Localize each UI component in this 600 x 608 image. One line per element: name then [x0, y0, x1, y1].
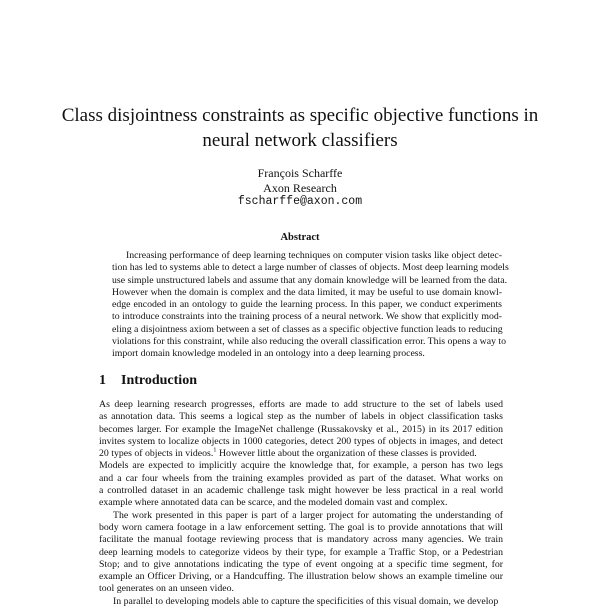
paragraph-line-text: However little about the organization of these classes is provided. — [216, 448, 477, 460]
title-line: Class disjointness constraints as specific objective functions in — [61, 105, 539, 126]
paragraph-line: facilitate the manual footage reviewing process that is mandatory across many agencies. We train — [99, 534, 503, 546]
paragraph-line: deep learning models to categorize videos by their type, for example a Traffic Stop, or a Pedestrian — [99, 546, 503, 558]
paragraph-line: and a car four wheels from the training examples provided as part of the dataset. What works on — [99, 472, 503, 484]
author-email: fscharffe@axon.com — [237, 195, 363, 208]
author-affiliation: Axon Research — [263, 180, 337, 195]
paragraph-line-text: 20 types of objects in videos. — [99, 448, 214, 460]
author-name: François Scharffe — [257, 166, 343, 180]
abstract-line: to introduce constraints into the training process of a neural network. We show that explicitly mod- — [112, 311, 502, 323]
abstract-body — [112, 250, 509, 361]
paragraph-line: invites system to localize objects in 1000 categories, detect 200 types of objects in images, and detect — [99, 435, 503, 447]
abstract-line: However when the domain is complex and the data limited, it may be useful to use domain knowl- — [112, 286, 502, 298]
paper-title — [60, 103, 540, 153]
paragraph-line: body worn camera footage in a law enforcement setting. The goal is to provide annotations that will — [99, 521, 503, 533]
paragraph-line: Stop; and to give annotations indicating the type of event ongoing at a specific time segment, for — [99, 558, 503, 570]
abstract-line: eling a disjointness axiom between a set of classes as a specific objective function leads to reducing — [112, 323, 503, 335]
paragraph-line: In parallel to developing models able to capture the specificities of this visual domain, we develop — [113, 595, 499, 607]
paragraph-line: example where annotated data can be scarce, and the modeled domain vast and complex. — [99, 497, 448, 509]
abstract-line: use simple unstructured labels and assume that any domain knowledge will be learned from the data. — [112, 274, 508, 286]
paragraph-line: Models are expected to implicitly acquire the knowledge that, for example, a person has two legs — [99, 460, 503, 472]
paragraph-line: as annotation data. This seems a logical step as the number of labels in object classification tasks — [99, 411, 503, 423]
paragraph-line: a controlled dataset in an academic challenge task might however be less practical in a real world — [99, 485, 503, 497]
paragraph-line — [99, 448, 503, 460]
abstract-line: violations for this constraint, while also reducing the overall classification error. This opens a way to — [112, 336, 507, 348]
author-block — [100, 166, 500, 210]
paragraph-line: As deep learning research progresses, efforts are made to add structure to the set of labels used — [99, 399, 503, 410]
paragraph-line: The work presented in this paper is part of a larger project for automating the understanding of — [113, 509, 503, 521]
abstract-heading: Abstract — [280, 232, 320, 243]
title-line: neural network classifiers — [202, 130, 398, 151]
paragraph-line: becomes larger. For example the ImageNet challenge (Russakovsky et al., 2015) in its 2017 edition — [99, 423, 503, 435]
abstract-line: tion has led to systems able to detect a large number of classes of objects. Most deep learning models — [112, 262, 509, 274]
abstract-line: import domain knowledge modeled in an ontology into a deep learning process. — [112, 348, 425, 360]
introduction-body — [99, 399, 503, 608]
section-heading-introduction — [99, 373, 197, 389]
abstract-line: edge encoded in an ontology to guide the learning process. In this paper, we conduct experiments — [112, 299, 502, 311]
abstract-line: Increasing performance of deep learning techniques on computer vision tasks like object detec- — [126, 250, 502, 261]
footnote-marker: 1 — [213, 446, 217, 454]
section-title: Introduction — [121, 373, 197, 388]
paragraph-line: tool generates on an unseen video. — [99, 583, 234, 595]
paragraph-line: example an Officer Driving, or a Handcuffing. The illustration below shows an example timeline our — [99, 571, 503, 583]
section-number: 1 — [99, 373, 106, 388]
